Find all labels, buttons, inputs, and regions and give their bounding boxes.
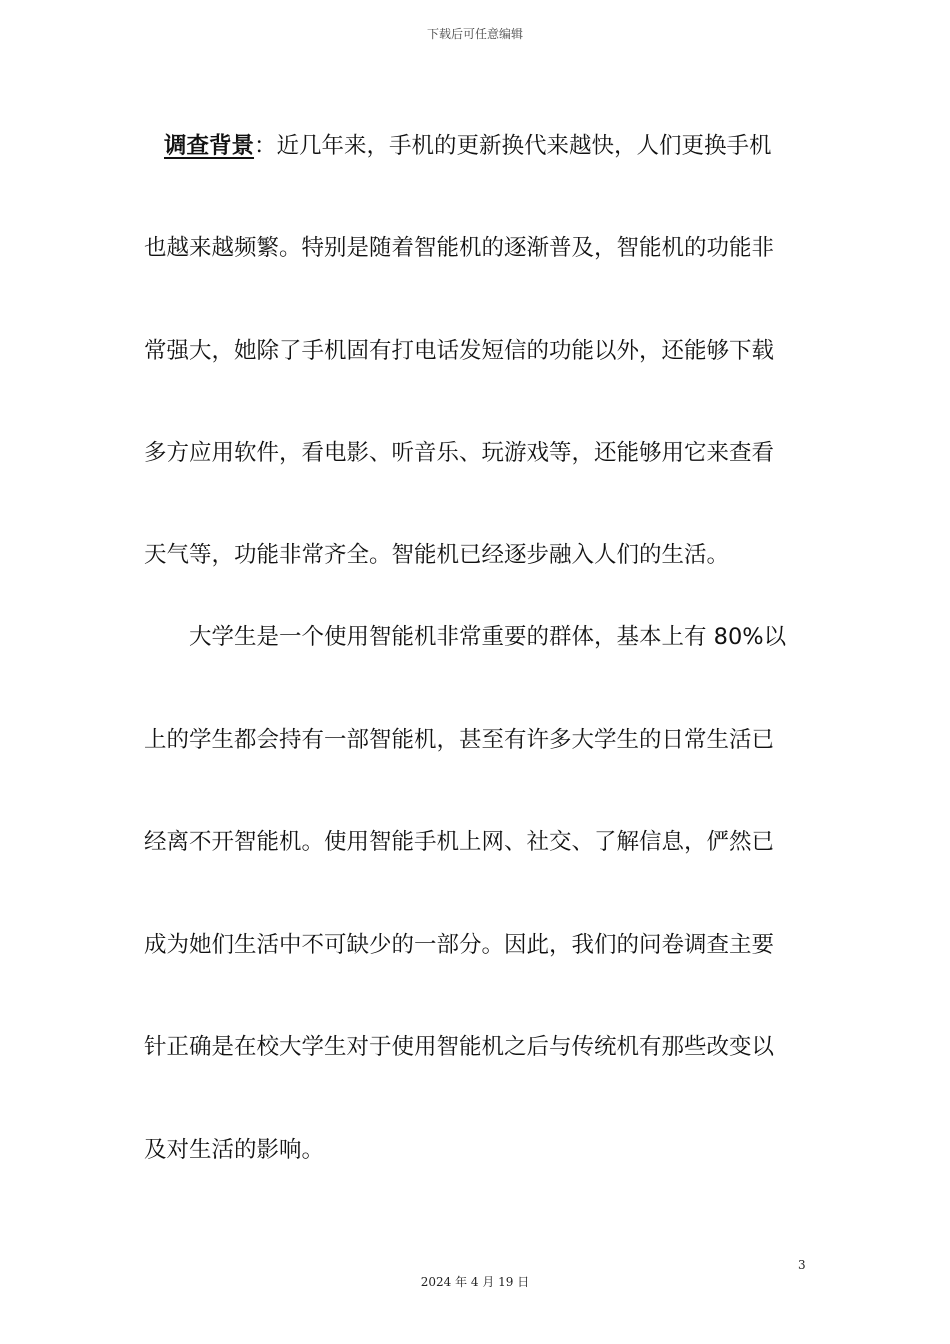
paragraph-line: 多方应用软件，看电影、听音乐、玩游戏等，还能够用它来查看: [144, 440, 775, 466]
paragraph-line: 针正确是在校大学生对于使用智能机之后与传统机有那些改变以: [144, 1034, 775, 1060]
heading-separator: ：: [254, 133, 277, 159]
paragraph-line: 上的学生都会持有一部智能机，甚至有许多大学生的日常生活已: [144, 727, 775, 753]
paragraph-line: [164, 130, 824, 162]
page-header: 下载后可任意编辑: [426, 27, 523, 41]
paragraph-text: 近几年来，手机的更新换代来越快，人们更换手机: [276, 133, 772, 159]
paragraph-line: 天气等，功能非常齐全。智能机已经逐步融入人们的生活。: [144, 542, 730, 568]
page-number: 3: [798, 1258, 806, 1272]
paragraph-line: 大学生是一个使用智能机非常重要的群体，基本上有 80%以: [189, 624, 787, 650]
section-heading: 调查背景: [164, 133, 255, 159]
paragraph-line: 成为她们生活中不可缺少的一部分。因此，我们的问卷调查主要: [144, 932, 775, 958]
paragraph-line: 也越来越频繁。特别是随着智能机的逐渐普及，智能机的功能非: [144, 235, 775, 261]
paragraph-line: 经离不开智能机。使用智能手机上网、社交、了解信息，俨然已: [144, 829, 775, 855]
page-footer-date: 2024 年 4 月 19 日: [420, 1275, 530, 1289]
paragraph-line: 常强大，她除了手机固有打电话发短信的功能以外，还能够下载: [144, 338, 775, 364]
paragraph-line: 及对生活的影响。: [144, 1137, 325, 1163]
